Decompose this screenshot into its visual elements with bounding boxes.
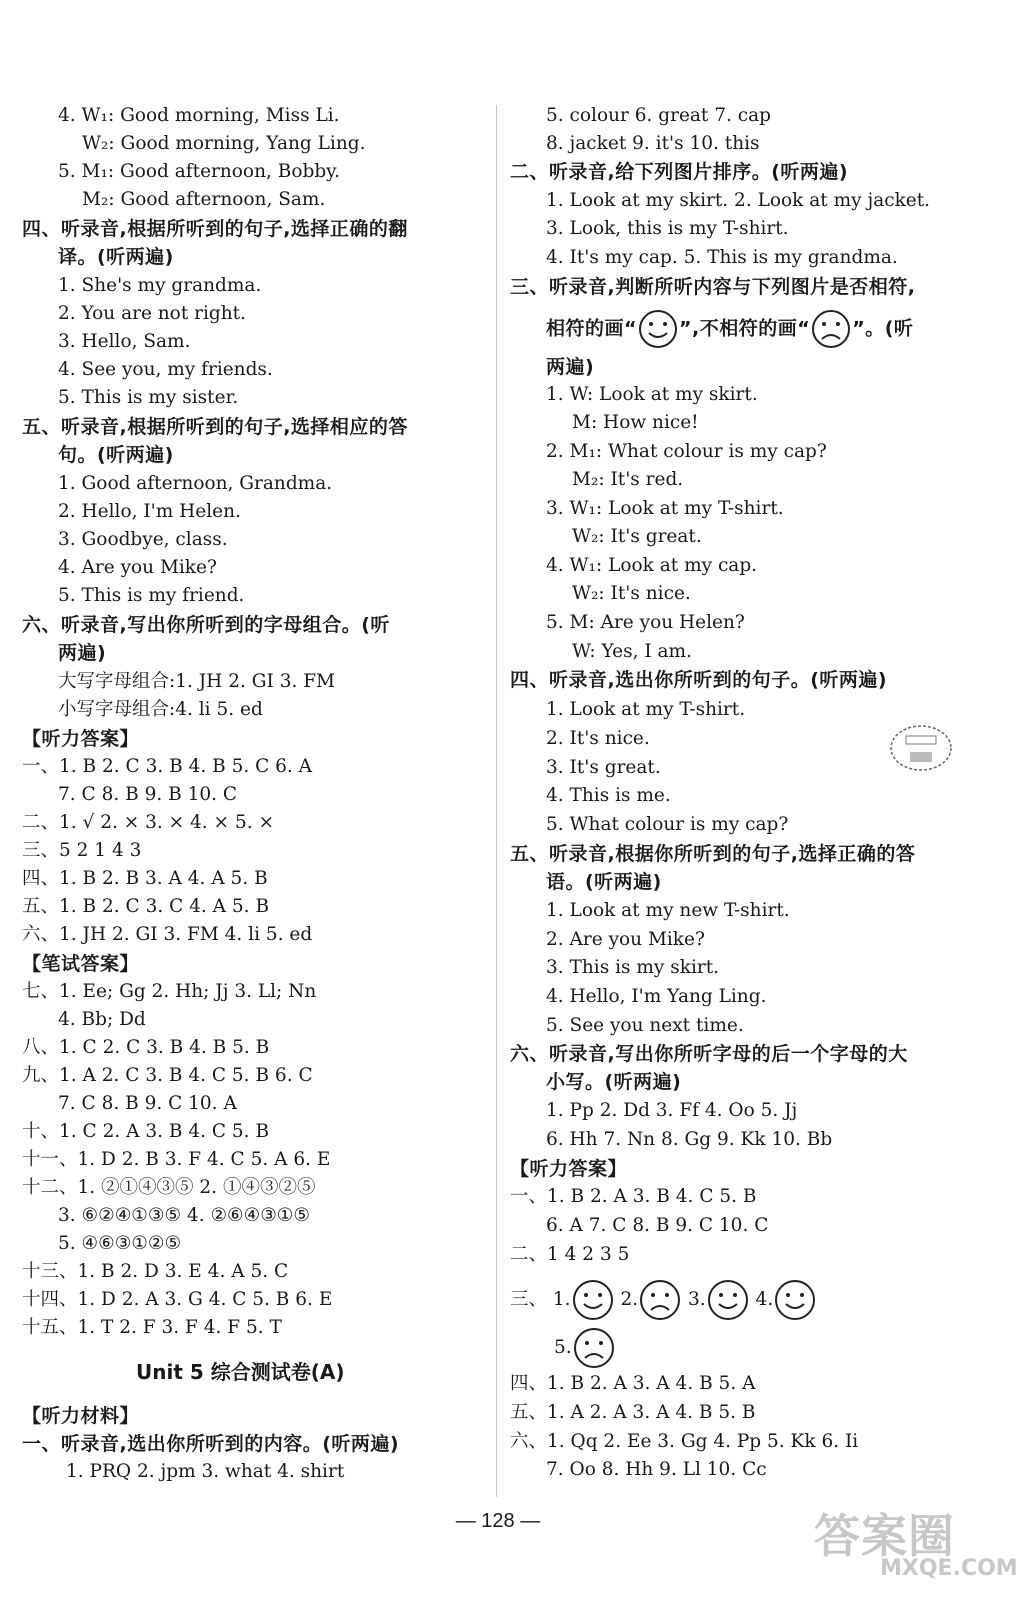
text-line: 大写字母组合:1. JH 2. GI 3. FM bbox=[58, 671, 336, 692]
text-line: 7. Oo 8. Hh 9. Ll 10. Cc bbox=[546, 1459, 767, 1480]
section-heading: 五、听录音,根据所听到的句子,选择相应的答 bbox=[22, 416, 408, 438]
text-line: 十四、1. D 2. A 3. G 4. C 5. B 6. E bbox=[22, 1289, 333, 1310]
faces-text-after: ”。(听 bbox=[852, 317, 914, 340]
text-line: 七、1. Ee; Gg 2. Hh; Jj 3. Ll; Nn bbox=[22, 981, 317, 1002]
text-line: 1. Look at my new T-shirt. bbox=[546, 900, 790, 921]
column-divider bbox=[496, 105, 497, 1497]
text-line: 六、1. Qq 2. Ee 3. Gg 4. Pp 5. Kk 6. Ii bbox=[510, 1431, 859, 1452]
text-line: 十五、1. T 2. F 3. F 4. F 5. T bbox=[22, 1317, 282, 1338]
answer3-n4: 4. bbox=[755, 1289, 774, 1310]
section-heading: 两遍) bbox=[58, 642, 107, 664]
text-line: 四、1. B 2. B 3. A 4. A 5. B bbox=[22, 868, 268, 889]
text-line: 一、1. B 2. C 3. B 4. B 5. C 6. A bbox=[22, 756, 313, 777]
answer3-n5: 5. bbox=[554, 1337, 572, 1358]
text-line: 3. ⑥②④①③⑤ 4. ②⑥④③①⑤ bbox=[58, 1205, 310, 1226]
section-heading: 四、听录音,根据所听到的句子,选择正确的翻 bbox=[22, 218, 408, 240]
text-line: 1. Good afternoon, Grandma. bbox=[58, 473, 333, 494]
text-line: 二、1 4 2 3 5 bbox=[510, 1244, 630, 1265]
answer3-n3: 3. bbox=[688, 1289, 706, 1310]
text-line: 九、1. A 2. C 3. B 4. C 5. B 6. C bbox=[22, 1065, 313, 1086]
text-line: 2. It's nice. bbox=[546, 728, 650, 749]
smiley-face-icon bbox=[706, 1278, 750, 1322]
text-line: 6. A 7. C 8. B 9. C 10. C bbox=[546, 1215, 769, 1236]
text-line: 7. C 8. B 9. C 10. A bbox=[58, 1093, 237, 1114]
smiley-face-icon bbox=[637, 308, 679, 350]
text-line: 4. See you, my friends. bbox=[58, 359, 273, 380]
text-line: 1. Look at my skirt. 2. Look at my jacket. bbox=[546, 190, 931, 211]
answer-three-face-5 bbox=[554, 1326, 616, 1370]
section-heading: 三、听录音,判断所听内容与下列图片是否相符, bbox=[510, 276, 916, 298]
text-line: 二、1. √ 2. × 3. × 4. × 5. × bbox=[22, 812, 274, 833]
text-line: 6. Hh 7. Nn 8. Gg 9. Kk 10. Bb bbox=[546, 1129, 833, 1150]
text-line: M₂: Good afternoon, Sam. bbox=[82, 189, 326, 210]
text-line: 4. W₁: Good morning, Miss Li. bbox=[58, 105, 340, 126]
watermark-logo: 答案圈 bbox=[814, 1509, 955, 1563]
section-heading: 六、听录音,写出你所听字母的后一个字母的大 bbox=[510, 1043, 908, 1065]
section-heading: 小写。(听两遍) bbox=[546, 1071, 682, 1093]
text-line: W₂: Good morning, Yang Ling. bbox=[82, 133, 366, 154]
text-line: 1. She's my grandma. bbox=[58, 275, 262, 296]
text-line: M: How nice! bbox=[572, 412, 699, 433]
section-heading: 二、听录音,给下列图片排序。(听两遍) bbox=[510, 161, 849, 183]
text-line: 一、1. B 2. A 3. B 4. C 5. B bbox=[510, 1186, 757, 1207]
text-line: 五、1. B 2. C 3. C 4. A 5. B bbox=[22, 896, 270, 917]
text-line: 4. It's my cap. 5. This is my grandma. bbox=[546, 247, 898, 268]
text-line: 5. M: Are you Helen? bbox=[546, 612, 745, 633]
text-line: 1. Look at my T-shirt. bbox=[546, 699, 746, 720]
section-heading: 【听力答案】 bbox=[510, 1158, 628, 1180]
text-line: 4. Bb; Dd bbox=[58, 1009, 146, 1030]
text-line: 四、1. B 2. A 3. A 4. B 5. A bbox=[510, 1373, 756, 1394]
smiley-face-icon bbox=[773, 1278, 817, 1322]
text-line: 3. Goodbye, class. bbox=[58, 529, 228, 550]
text-line: 4. This is me. bbox=[546, 785, 671, 806]
section-heading: 两遍) bbox=[546, 356, 595, 378]
section-heading: 一、听录音,选出你所听到的内容。(听两遍) bbox=[22, 1433, 400, 1455]
text-line: W: Yes, I am. bbox=[572, 641, 692, 662]
text-line: 2. M₁: What colour is my cap? bbox=[546, 441, 827, 462]
text-line: 1. PRQ 2. jpm 3. what 4. shirt bbox=[66, 1461, 345, 1482]
text-line: 2. You are not right. bbox=[58, 303, 246, 324]
text-line: 十一、1. D 2. B 3. F 4. C 5. A 6. E bbox=[22, 1149, 331, 1170]
sad-face-icon bbox=[572, 1326, 616, 1370]
text-line: 4. W₁: Look at my cap. bbox=[546, 555, 758, 576]
text-line: 3. Hello, Sam. bbox=[58, 331, 191, 352]
page-number: — 128 — bbox=[455, 1510, 541, 1532]
text-line: 7. C 8. B 9. B 10. C bbox=[58, 784, 238, 805]
seal-stamp bbox=[888, 722, 954, 774]
text-line: 1. Pp 2. Dd 3. Ff 4. Oo 5. Jj bbox=[546, 1100, 798, 1121]
answer-three-faces bbox=[510, 1278, 817, 1322]
text-line: W₂: It's great. bbox=[572, 526, 702, 547]
faces-text-before: 相符的画“ bbox=[546, 317, 637, 340]
answer3-n2: 2. bbox=[620, 1289, 639, 1310]
text-line: 2. Hello, I'm Helen. bbox=[58, 501, 241, 522]
text-line: 3. This is my skirt. bbox=[546, 957, 720, 978]
section-heading: 【听力答案】 bbox=[22, 728, 140, 750]
text-line: 3. W₁: Look at my T-shirt. bbox=[546, 498, 784, 519]
text-line: 4. Hello, I'm Yang Ling. bbox=[546, 986, 767, 1007]
text-line: 8. jacket 9. it's 10. this bbox=[546, 133, 760, 154]
text-line: 4. Are you Mike? bbox=[58, 557, 217, 578]
unit-title: Unit 5 综合测试卷(A) bbox=[136, 1360, 345, 1384]
text-line: 三、5 2 1 4 3 bbox=[22, 840, 142, 861]
section-heading: 【听力材料】 bbox=[22, 1405, 140, 1427]
faces-instruction-line bbox=[546, 308, 913, 350]
text-line: 1. W: Look at my skirt. bbox=[546, 384, 758, 405]
section-heading: 四、听录音,选出你所听到的句子。(听两遍) bbox=[510, 669, 888, 691]
text-line: 5. See you next time. bbox=[546, 1015, 744, 1036]
text-line: M₂: It's red. bbox=[572, 469, 684, 490]
text-line: 5. colour 6. great 7. cap bbox=[546, 105, 771, 126]
text-line: 3. Look, this is my T-shirt. bbox=[546, 218, 789, 239]
smiley-face-icon bbox=[571, 1278, 615, 1322]
answer3-prefix: 三、 bbox=[510, 1289, 548, 1310]
faces-text-middle: ”,不相符的画“ bbox=[679, 317, 811, 340]
sad-face-icon bbox=[810, 308, 852, 350]
text-line: 3. It's great. bbox=[546, 757, 661, 778]
text-line: 5. ④⑥③①②⑤ bbox=[58, 1233, 182, 1254]
text-line: 5. M₁: Good afternoon, Bobby. bbox=[58, 161, 341, 182]
text-line: 五、1. A 2. A 3. A 4. B 5. B bbox=[510, 1402, 756, 1423]
text-line: 小写字母组合:4. li 5. ed bbox=[58, 699, 263, 720]
section-heading: 五、听录音,根据你所听到的句子,选择正确的答 bbox=[510, 843, 916, 865]
text-line: 十、1. C 2. A 3. B 4. C 5. B bbox=[22, 1121, 270, 1142]
answer3-n1: 1. bbox=[552, 1289, 571, 1310]
section-heading: 六、听录音,写出你所听到的字母组合。(听 bbox=[22, 614, 390, 636]
sad-face-icon bbox=[638, 1278, 682, 1322]
text-line: 十二、1. ②①④③⑤ 2. ①④③②⑤ bbox=[22, 1177, 316, 1198]
section-heading: 句。(听两遍) bbox=[58, 444, 174, 466]
section-heading: 【笔试答案】 bbox=[22, 953, 140, 975]
section-heading: 语。(听两遍) bbox=[546, 871, 662, 893]
text-line: 5. This is my sister. bbox=[58, 387, 239, 408]
text-line: W₂: It's nice. bbox=[572, 583, 691, 604]
text-line: 六、1. JH 2. GI 3. FM 4. li 5. ed bbox=[22, 924, 313, 945]
section-heading: 译。(听两遍) bbox=[58, 246, 174, 268]
watermark-url: MXQE.COM bbox=[880, 1556, 1018, 1581]
text-line: 5. What colour is my cap? bbox=[546, 814, 789, 835]
text-line: 十三、1. B 2. D 3. E 4. A 5. C bbox=[22, 1261, 289, 1282]
text-line: 2. Are you Mike? bbox=[546, 929, 705, 950]
text-line: 八、1. C 2. C 3. B 4. B 5. B bbox=[22, 1037, 270, 1058]
text-line: 5. This is my friend. bbox=[58, 585, 245, 606]
